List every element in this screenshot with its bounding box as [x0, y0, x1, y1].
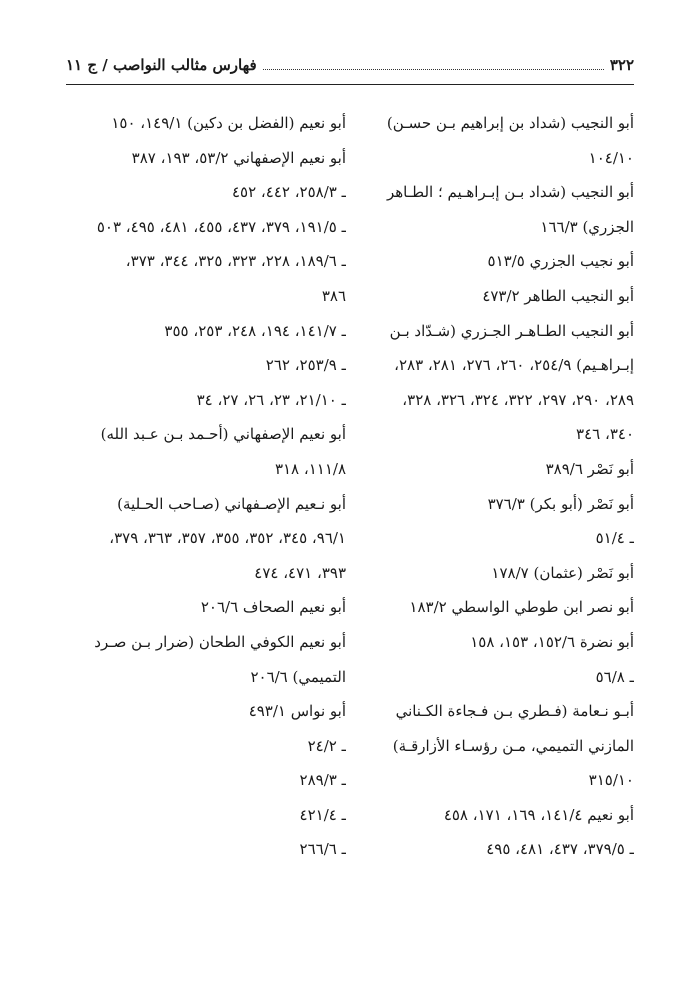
index-entry: ٩٦/١، ٣٤٥، ٣٥٢، ٣٥٥، ٣٥٧، ٣٦٣، ٣٧٩، — [109, 529, 346, 548]
index-entry: ـ ٢٦٦/٦ — [299, 840, 346, 859]
index-entry: ـ ٣٧٩/٥، ٤٣٧، ٤٨١، ٤٩٥ — [486, 840, 634, 859]
index-entry: ٢٨٩، ٢٩٠، ٢٩٧، ٣٢٢، ٣٢٤، ٣٢٦، ٣٢٨، — [402, 390, 634, 409]
index-entry: ـ ١٩١/٥، ٣٧٩، ٤٣٧، ٤٥٥، ٤٨١، ٤٩٥، ٥٠٣ — [96, 217, 346, 236]
page-number: ٣٢٢ — [609, 56, 634, 74]
index-entry: ١٠٤/١٠ — [588, 148, 634, 167]
index-entry: ـ ٤٢١/٤ — [299, 805, 346, 824]
index-entry: أبو النجيب الطـاهـر الجـزري (شـدّاد بـن — [389, 321, 634, 340]
index-entry: إبـراهـيم) ٢٥٤/٩، ٢٦٠، ٢٧٦، ٢٨١، ٢٨٣، — [394, 356, 634, 375]
index-entry: ـ ١٨٩/٦، ٢٢٨، ٣٢٣، ٣٢٥، ٣٤٤، ٣٧٣، — [125, 252, 346, 271]
index-entry: أبـو نـعامة (فـطري بـن فـجاءة الكـناني — [395, 702, 634, 721]
index-entry: أبو نـعيم الإصـفهاني (صـاحب الحـلية) — [117, 494, 346, 513]
index-entry: أبو نَصْر (عثمان) ١٧٨/٧ — [491, 563, 634, 582]
index-entry: ـ ٢٤/٢ — [307, 736, 346, 755]
index-entry: ـ ٥١/٤ — [595, 529, 634, 548]
index-entry: أبو نضرة ١٥٢/٦، ١٥٣، ١٥٨ — [470, 632, 634, 651]
index-entry: أبو النجيب (شداد بن إبراهيم بـن حسـن) — [386, 114, 634, 132]
index-entry: أبو نعيم الكوفي الطحان (ضرار بـن صـرد — [94, 632, 346, 651]
index-entry: ـ ١٤١/٧، ١٩٤، ٢٤٨، ٢٥٣، ٣٥٥ — [164, 321, 346, 340]
index-entry: أبو نصر ابن طوطي الواسطي ١٨٣/٢ — [409, 598, 634, 617]
header-rule — [66, 84, 634, 85]
index-entry: أبو النجيب (شداد بـن إبـراهـيم ؛ الطـاهر — [387, 183, 634, 202]
index-entry: أبو نَصْر ٣٨٩/٦ — [545, 459, 634, 478]
index-entry: أبو نعيم (الفضل بن دكين) ١٤٩/١، ١٥٠ — [111, 114, 346, 132]
index-entry: أبو نجيب الجزري ٥١٣/٥ — [487, 252, 634, 271]
index-entry: أبو نعيم الإصفهاني (أحـمد بـن عـبد الله) — [100, 425, 346, 444]
index-entry: أبو نعيم الإصفهاني ٥٣/٢، ١٩٣، ٣٨٧ — [131, 148, 346, 167]
index-entry: المازني التميمي، مـن رؤسـاء الأزارقـة) — [392, 736, 634, 755]
index-entry: التميمي) ٢٠٦/٦ — [250, 667, 346, 686]
index-entry: ١١١/٨، ٣١٨ — [274, 459, 346, 478]
index-entry: ٣١٥/١٠ — [588, 771, 634, 790]
page-header — [66, 56, 634, 74]
index-entry: ٣٤٠، ٣٤٦ — [576, 425, 634, 444]
index-entry: أبو النجيب الطاهر ٤٧٣/٢ — [482, 286, 634, 305]
index-entry: ـ ٥٦/٨ — [595, 667, 634, 686]
index-entry: ـ ٢٥٣/٩، ٢٦٢ — [265, 356, 346, 375]
header-dot-leader — [263, 69, 604, 70]
index-entry: أبو نَصْر (أبو بكر) ٣٧٦/٣ — [487, 494, 634, 513]
index-entry: ـ ٢٨٩/٣ — [299, 771, 346, 790]
index-entry: ـ ٢١/١٠، ٢٣، ٢٦، ٢٧، ٣٤ — [196, 390, 346, 409]
index-entry: أبو نعيم ١٤١/٤، ١٦٩، ١٧١، ٤٥٨ — [443, 805, 634, 824]
index-entry: الجزري) ١٦٦/٣ — [540, 217, 634, 236]
header-title: فهارس مثالب النواصب / ج ١١ — [66, 56, 257, 74]
index-entry: أبو نعيم الصحاف ٢٠٦/٦ — [200, 598, 346, 617]
index-entry: ٣٨٦ — [321, 286, 346, 305]
index-entry: أبو نواس ٤٩٣/١ — [248, 702, 346, 721]
index-entry: ـ ٢٥٨/٣، ٤٤٢، ٤٥٢ — [231, 183, 346, 202]
index-entry: ٣٩٣، ٤٧١، ٤٧٤ — [254, 563, 346, 582]
index-column-right — [354, 106, 634, 867]
index-column-left — [66, 106, 346, 867]
